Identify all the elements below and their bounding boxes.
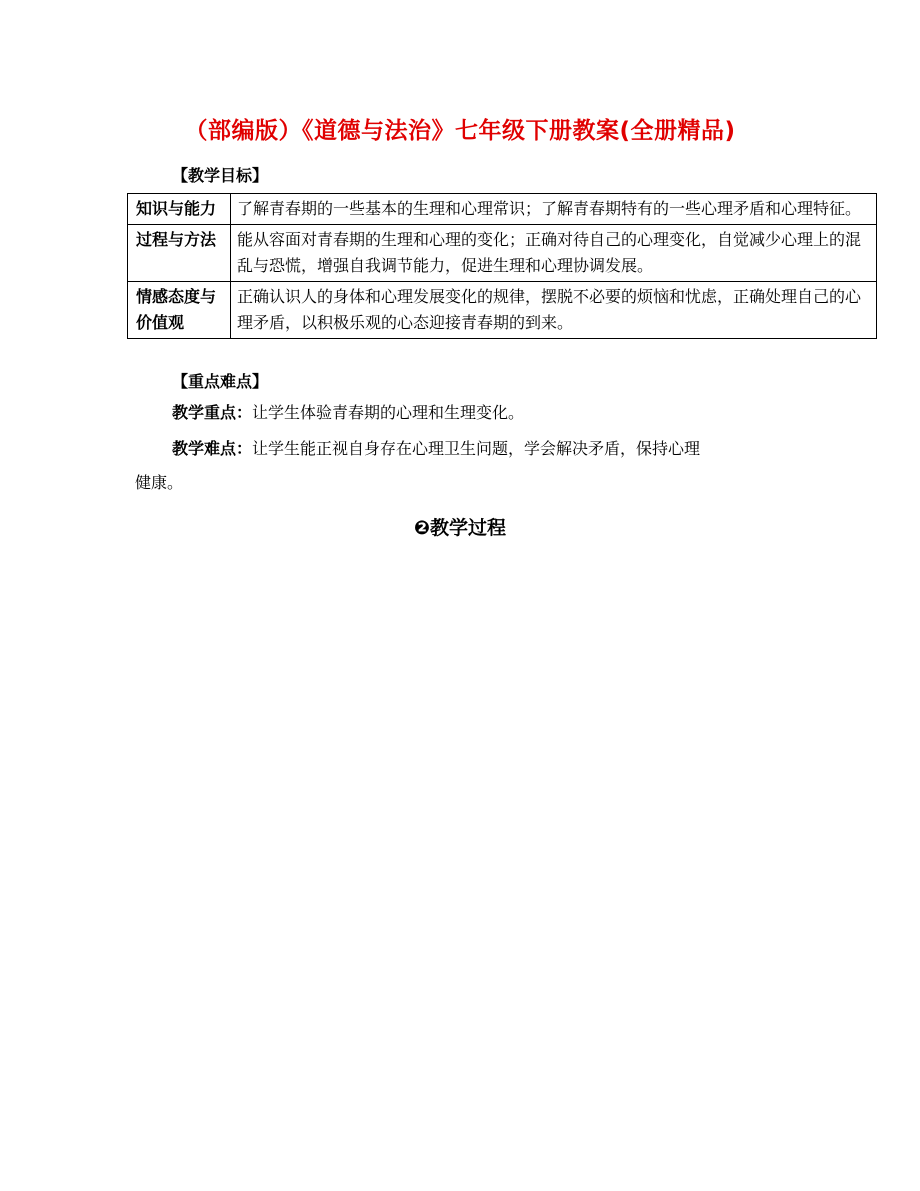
goal-text: 正确认识人的身体和心理发展变化的规律，摆脱不必要的烦恼和忧虑，正确处理自己的心理矛盾，以积极乐观的心态迎接青春期的到来。 <box>231 282 877 339</box>
goal-text: 了解青春期的一些基本的生理和心理常识；了解青春期特有的一些心理矛盾和心理特征。 <box>231 194 877 225</box>
difficulty-label: 教学难点： <box>172 439 253 458</box>
difficulty-continuation: 健康。 <box>135 473 184 492</box>
goals-heading: 【教学目标】 <box>172 166 269 185</box>
goal-label: 过程与方法 <box>128 225 231 282</box>
goal-label: 情感态度与价值观 <box>128 282 231 339</box>
key-point-label: 教学重点： <box>172 403 253 422</box>
key-point-text: 让学生体验青春期的心理和生理变化。 <box>252 403 525 422</box>
key-point-paragraph <box>172 403 524 423</box>
goal-text: 能从容面对青春期的生理和心理的变化；正确对待自己的心理变化，自觉减少心理上的混乱与恐慌，增强自我调节能力，促进生理和心理协调发展。 <box>231 225 877 282</box>
goals-table <box>127 193 877 339</box>
process-heading: ❷教学过程 <box>413 517 507 539</box>
document-title: （部编版）《道德与法治》七年级下册教案(全册精品) <box>184 118 736 144</box>
difficulty-text: 让学生能正视自身存在心理卫生问题，学会解决矛盾，保持心理 <box>252 439 701 458</box>
table-row <box>128 225 877 282</box>
key-points-heading: 【重点难点】 <box>172 372 269 391</box>
table-row <box>128 194 877 225</box>
difficulty-paragraph <box>172 439 700 459</box>
table-row <box>128 282 877 339</box>
goal-label: 知识与能力 <box>128 194 231 225</box>
